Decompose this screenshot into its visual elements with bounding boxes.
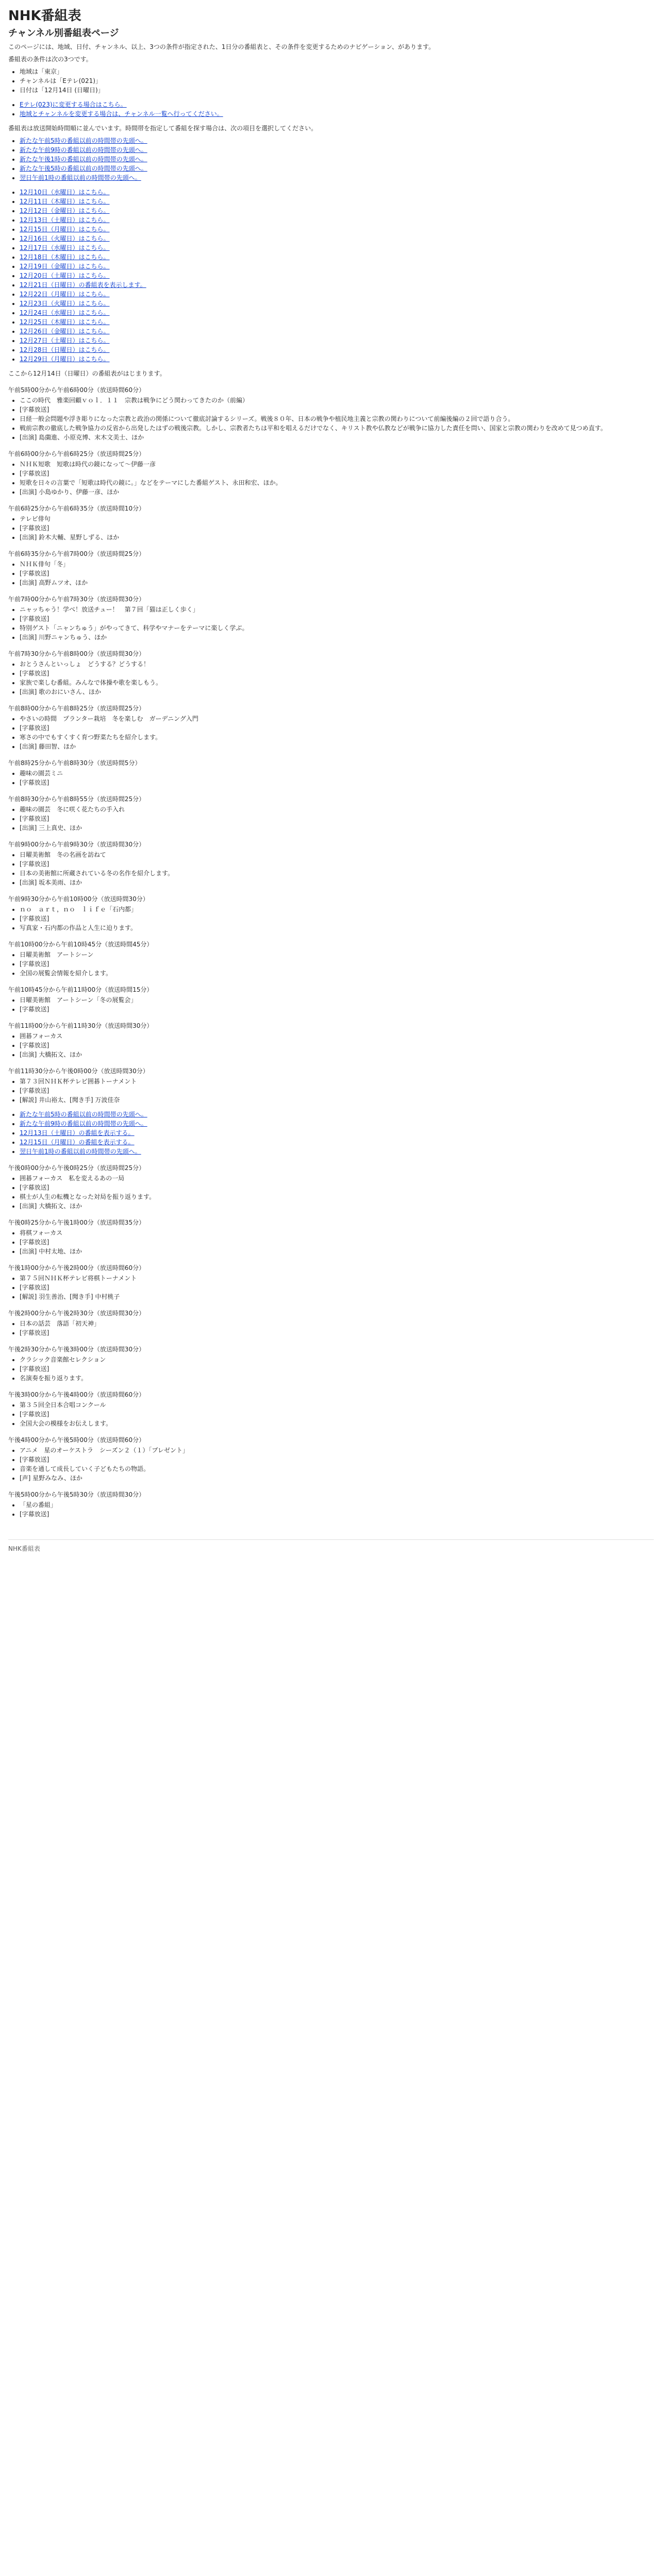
- change-channel-link[interactable]: Eテレ(023)に変更する場合はこちら。: [20, 101, 127, 108]
- program-detail: • [出演] 歌のおにいさん、ほか: [20, 687, 654, 697]
- program-block: [8, 649, 654, 697]
- page-heading: チャンネル別番組表ページ: [8, 28, 119, 39]
- date-link[interactable]: 12月21日（日曜日）の番組表を表示します。: [20, 281, 146, 289]
- program-block: [8, 1163, 654, 1211]
- program-detail: • [解説] 羽生善治、[聞き手] 中村桃子: [20, 1292, 654, 1301]
- date-link[interactable]: 12月17日（水曜日）はこちら。: [20, 244, 110, 251]
- program-block: [8, 1345, 654, 1383]
- program-title: • 趣味の園芸 冬に咲く花たちの手入れ: [20, 805, 654, 814]
- time-jump-list: [20, 136, 654, 182]
- program-block: [8, 595, 654, 642]
- program-block: [8, 1390, 654, 1428]
- program-title: • ニャッちゃう！学べ！放送チュー！ 第７回「猫は正しく歩く」: [20, 605, 654, 614]
- program-title: • 第７３回ＮＨＫ杯テレビ囲碁トーナメント: [20, 1077, 654, 1086]
- program-detail: • [字幕放送]: [20, 1086, 654, 1095]
- date-link[interactable]: 12月20日（土曜日）はこちら。: [20, 272, 110, 279]
- program-detail: • [出演] 大橋拓文、ほか: [20, 1050, 654, 1059]
- program-detail: • [出演] 島薗進、小原克博、末木文美士、ほか: [20, 433, 654, 442]
- program-time: 午前7時00分から午前7時30分（放送時間30分）: [8, 596, 145, 603]
- program-detail: • [字幕放送]: [20, 1238, 654, 1247]
- program-title: • やさいの時間 プランター栽培 冬を楽しむ ガーデニング入門: [20, 714, 654, 723]
- date-link[interactable]: 12月27日（土曜日）はこちら。: [20, 337, 110, 344]
- program-details: [20, 1077, 654, 1105]
- program-block: [8, 1021, 654, 1059]
- bottom-jump-link[interactable]: 新たな午前9時の番組以前の時間帯の先頭へ。: [20, 1120, 147, 1127]
- program-title: • 日本の話芸 落語「初天神」: [20, 1319, 654, 1328]
- program-detail: • [字幕放送]: [20, 469, 654, 478]
- program-title: • ここの時代 雅楽回顧ｖｏｌ．１１ 宗教は戦争にどう関わってきたのか（前編）: [20, 396, 654, 405]
- program-detail: • 日本の美術館に所蔵されている冬の名作を紹介します。: [20, 869, 654, 878]
- program-block: [8, 504, 654, 542]
- program-detail: • [字幕放送]: [20, 1183, 654, 1192]
- date-link[interactable]: 12月16日（火曜日）はこちら。: [20, 235, 110, 242]
- program-time: 午前9時30分から午前10時00分（放送時間30分）: [8, 895, 149, 903]
- program-details: [20, 714, 654, 751]
- program-title: • 第７５回ＮＨＫ杯テレビ将棋トーナメント: [20, 1274, 654, 1283]
- date-link[interactable]: 12月19日（金曜日）はこちら。: [20, 263, 110, 270]
- program-time: 午後5時00分から午後5時30分（放送時間30分）: [8, 1491, 145, 1498]
- program-time: 午後4時00分から午後5時00分（放送時間60分）: [8, 1436, 145, 1444]
- program-details: [20, 1355, 654, 1383]
- program-details: [20, 1446, 654, 1483]
- date-link[interactable]: 12月25日（木曜日）はこちら。: [20, 318, 110, 326]
- program-detail: • [字幕放送]: [20, 1364, 654, 1374]
- program-details: [20, 1319, 654, 1337]
- program-title: • アニメ 星のオーケストラ シーズン２（１）「プレゼント」: [20, 1446, 654, 1455]
- change-links: [20, 100, 654, 118]
- program-details: [20, 460, 654, 497]
- footer: NHK番組表: [8, 1539, 654, 1553]
- program-detail: • [声] 星野みなみ、ほか: [20, 1473, 654, 1483]
- program-detail: • [出演] 小島ゆかり、伊藤一彦、ほか: [20, 487, 654, 497]
- date-link[interactable]: 12月22日（月曜日）はこちら。: [20, 291, 110, 298]
- program-time: 午後0時25分から午後1時00分（放送時間35分）: [8, 1219, 145, 1226]
- bottom-jump-link[interactable]: 12月15日（月曜日）の番組を表示する。: [20, 1139, 135, 1146]
- program-details: [20, 1228, 654, 1256]
- program-title: • 「星の番組」: [20, 1500, 654, 1510]
- program-title: • ＮＨＫ俳句「冬」: [20, 560, 654, 569]
- date-link[interactable]: 12月15日（月曜日）はこちら。: [20, 226, 110, 233]
- bottom-jump-link[interactable]: 翌日午前1時の番組以前の時間帯の先頭へ。: [20, 1148, 141, 1155]
- program-detail: • 日経一般会問題や浮き彫りになった宗教と政治の関係について徹底討論するシリーズ。戦後８０年、日本の戦争や植民地主義と宗教の関わりについて前編後編の２回で語り合う。: [20, 414, 654, 423]
- time-jump-link[interactable]: 新たな午後5時の番組以前の時間帯の先頭へ。: [20, 165, 147, 172]
- date-link[interactable]: 12月13日（土曜日）はこちら。: [20, 216, 110, 224]
- program-detail: • [出演] 川野ニャンちゅう、ほか: [20, 633, 654, 642]
- program-time: 午前10時45分から午前11時00分（放送時間15分）: [8, 986, 153, 993]
- program-detail: • 寒さの中でもすくすく育つ野菜たちを紹介します。: [20, 733, 654, 742]
- program-time: 午後2時30分から午後3時00分（放送時間30分）: [8, 1346, 145, 1353]
- program-block: [8, 940, 654, 978]
- program-detail: • [字幕放送]: [20, 405, 654, 414]
- program-details: [20, 1031, 654, 1059]
- program-details: [20, 514, 654, 542]
- program-title: • 将棋フォーカス: [20, 1228, 654, 1238]
- program-details: [20, 905, 654, 933]
- program-detail: • 家族で楽しむ番組。みんなで体操や歌を楽しもう。: [20, 678, 654, 687]
- schedule-intro: ここから12月14日（日曜日）の番組表がはじまります。: [8, 370, 166, 377]
- program-detail: • [字幕放送]: [20, 959, 654, 969]
- program-details: [20, 659, 654, 697]
- time-jump-link[interactable]: 新たな午前5時の番組以前の時間帯の先頭へ。: [20, 137, 147, 144]
- program-detail: • [出演] 三上真史、ほか: [20, 823, 654, 833]
- program-block: [8, 1263, 654, 1301]
- condition-item: • チャンネルは「Eテレ(021)」: [20, 76, 654, 86]
- program-time: 午前10時00分から午前10時45分（放送時間45分）: [8, 941, 153, 948]
- program-time: 午後2時00分から午後2時30分（放送時間30分）: [8, 1310, 145, 1317]
- program-time: 午前6時25分から午前6時35分（放送時間10分）: [8, 505, 145, 512]
- program-title: • ＮＨＫ短歌 短歌は時代の鏡になって〜伊藤一彦: [20, 460, 654, 469]
- date-link[interactable]: 12月11日（木曜日）はこちら。: [20, 198, 110, 205]
- program-detail: • [出演] 藤田智、ほか: [20, 742, 654, 751]
- program-block: [8, 794, 654, 833]
- program-detail: • [出演] 高野ムツオ、ほか: [20, 578, 654, 587]
- program-detail: • [字幕放送]: [20, 669, 654, 678]
- program-block: [8, 840, 654, 887]
- date-link[interactable]: 12月29日（月曜日）はこちら。: [20, 355, 110, 363]
- program-details: [20, 769, 654, 787]
- program-title: • テレビ俳句: [20, 514, 654, 523]
- program-title: • 日曜美術館 冬の名画を訪ねて: [20, 850, 654, 859]
- program-detail: • [字幕放送]: [20, 614, 654, 623]
- program-title: • 囲碁フォーカス 私を変えるあの一局: [20, 1174, 654, 1183]
- program-detail: • [字幕放送]: [20, 1455, 654, 1464]
- program-details: [20, 1174, 654, 1211]
- site-title: NHK番組表: [8, 8, 81, 24]
- program-detail: • 全国大会の模様をお伝えします。: [20, 1419, 654, 1428]
- program-detail: • [字幕放送]: [20, 523, 654, 533]
- bottom-jump-list: [20, 1110, 654, 1156]
- program-title: • 日曜美術館 アートシーン「冬の展覧会」: [20, 995, 654, 1005]
- date-link[interactable]: 12月10日（水曜日）はこちら。: [20, 189, 110, 196]
- program-detail: • [字幕放送]: [20, 914, 654, 923]
- program-detail: • [字幕放送]: [20, 1005, 654, 1014]
- program-title: • 趣味の園芸ミニ: [20, 769, 654, 778]
- program-block: [8, 758, 654, 787]
- program-title: • ｎｏ ａｒｔ，ｎｏ ｌｉｆｅ「石内都」: [20, 905, 654, 914]
- time-jump-link[interactable]: 新たな午後1時の番組以前の時間帯の先頭へ。: [20, 156, 147, 163]
- program-time: 午後1時00分から午後2時00分（放送時間60分）: [8, 1264, 145, 1272]
- program-detail: • [字幕放送]: [20, 859, 654, 869]
- condition-item: • 地域は「東京」: [20, 67, 654, 76]
- program-detail: • [出演] 鈴木大輔、星野しずる、ほか: [20, 533, 654, 542]
- program-time: 午前8時30分から午前8時55分（放送時間25分）: [8, 795, 145, 803]
- program-block: [8, 1490, 654, 1519]
- condition-item: • 日付は「12月14日 (日曜日)」: [20, 86, 654, 95]
- time-jump-link[interactable]: 翌日午前1時の番組以前の時間帯の先頭へ。: [20, 174, 141, 181]
- date-link[interactable]: 12月28日（日曜日）はこちら。: [20, 346, 110, 353]
- program-title: • クラシック音楽館セレクション: [20, 1355, 654, 1364]
- program-detail: • 写真家・石内都の作品と人生に迫ります。: [20, 923, 654, 933]
- program-detail: • [字幕放送]: [20, 723, 654, 733]
- date-link[interactable]: 12月24日（水曜日）はこちら。: [20, 309, 110, 316]
- program-detail: • [字幕放送]: [20, 1410, 654, 1419]
- program-block: [8, 549, 654, 587]
- program-time: 午後3時00分から午後4時00分（放送時間60分）: [8, 1391, 145, 1398]
- program-detail: • 特別ゲスト「ニャンちゅう」がやってきて、科学やマナーをテーマに楽しく学ぶ。: [20, 623, 654, 633]
- date-link[interactable]: 12月18日（木曜日）はこちら。: [20, 253, 110, 261]
- date-list: [20, 188, 654, 364]
- program-title: • 囲碁フォーカス: [20, 1031, 654, 1041]
- program-details: [20, 1274, 654, 1301]
- program-block: [8, 449, 654, 497]
- program-detail: • 全国の展覧会情報を紹介します。: [20, 969, 654, 978]
- program-details: [20, 850, 654, 887]
- program-time: 午前11時00分から午前11時30分（放送時間30分）: [8, 1022, 153, 1029]
- program-detail: • 音楽を通して成長していく子どもたちの物語。: [20, 1464, 654, 1473]
- program-time: 午前9時00分から午前9時30分（放送時間30分）: [8, 841, 145, 848]
- time-jump-link[interactable]: 新たな午前9時の番組以前の時間帯の先頭へ。: [20, 146, 147, 154]
- date-link[interactable]: 12月26日（金曜日）はこちら。: [20, 328, 110, 335]
- program-details: [20, 560, 654, 587]
- program-block: [8, 1435, 654, 1483]
- program-detail: • [出演] 中村太地、ほか: [20, 1247, 654, 1256]
- program-detail: • [字幕放送]: [20, 569, 654, 578]
- program-list: [8, 385, 654, 1105]
- program-detail: • [字幕放送]: [20, 778, 654, 787]
- program-detail: • [字幕放送]: [20, 1283, 654, 1292]
- program-details: [20, 1400, 654, 1428]
- change-region-channel-link[interactable]: 地域とチャンネルを変更する場合は、チャンネル一覧へ行ってください。: [20, 110, 223, 117]
- program-details: [20, 995, 654, 1014]
- program-detail: • [字幕放送]: [20, 1041, 654, 1050]
- jump-intro: 番組表は放送開始時間順に並んでいます。時間帯を指定して番組を探す場合は、次の項目を選択してください。: [8, 125, 318, 132]
- program-title: • 日曜美術館 アートシーン: [20, 950, 654, 959]
- program-title: • 第３５回全日本合唱コンクール: [20, 1400, 654, 1410]
- program-details: [20, 1500, 654, 1519]
- program-block: [8, 1309, 654, 1337]
- program-detail: • [字幕放送]: [20, 1510, 654, 1519]
- program-block: [8, 985, 654, 1014]
- program-time: 午前5時00分から午前6時00分（放送時間60分）: [8, 386, 145, 394]
- program-time: 午前8時25分から午前8時30分（放送時間5分）: [8, 759, 141, 767]
- program-detail: • 戦前宗教の徹底した戦争協力の反省から出発したはずの戦後宗教。しかし、宗教者たちは平和を唱えるだけでなく、キリスト教や仏教などが戦争に協力した責任を問い、国家と宗教の関わりを改めて見つめ直す。: [20, 423, 654, 433]
- bottom-jump-link[interactable]: 12月13日（土曜日）の番組を表示する。: [20, 1129, 135, 1137]
- program-details: [20, 805, 654, 833]
- program-block: [8, 704, 654, 751]
- program-time: 午前6時35分から午前7時00分（放送時間25分）: [8, 550, 145, 557]
- program-block: [8, 1218, 654, 1256]
- program-block: [8, 894, 654, 933]
- date-link[interactable]: 12月12日（金曜日）はこちら。: [20, 207, 110, 214]
- page-description: このページには、地域、日付、チャンネル、以上、3つの条件が指定された、1日分の番組表と、その条件を変更するためのナビゲーション、があります。: [8, 43, 435, 50]
- program-time: 午前6時00分から午前6時25分（放送時間25分）: [8, 450, 145, 457]
- program-time: 午前7時30分から午前8時00分（放送時間30分）: [8, 650, 145, 657]
- program-detail: • [出演] 坂本美雨、ほか: [20, 878, 654, 887]
- date-link[interactable]: 12月23日（火曜日）はこちら。: [20, 300, 110, 307]
- program-time: 午前11時30分から午後0時00分（放送時間30分）: [8, 1067, 149, 1075]
- bottom-jump-link[interactable]: 新たな午前5時の番組以前の時間帯の先頭へ。: [20, 1111, 147, 1118]
- conditions-list: [20, 67, 654, 95]
- program-details: [20, 950, 654, 978]
- conditions-heading: 番組表の条件は次の3つです。: [8, 56, 92, 63]
- program-details: [20, 605, 654, 642]
- program-block: [8, 385, 654, 442]
- program-title: • おとうさんといっしょ どうする？どうする！: [20, 659, 654, 669]
- program-time: 午後0時00分から午後0時25分（放送時間25分）: [8, 1164, 145, 1172]
- program-detail: • [解説] 井山裕太、[聞き手] 万波佳奈: [20, 1095, 654, 1105]
- program-detail: • 短歌を日々の言葉で「短歌は時代の鏡に。」などをテーマにした番組ゲスト、永田和宏、ほか。: [20, 478, 654, 487]
- program-block: [8, 1066, 654, 1105]
- program-time: 午前8時00分から午前8時25分（放送時間25分）: [8, 705, 145, 712]
- program-detail: • [字幕放送]: [20, 814, 654, 823]
- program-detail: • [出演] 大橋拓文、ほか: [20, 1201, 654, 1211]
- program-detail: • [字幕放送]: [20, 1328, 654, 1337]
- program-list-afternoon: [8, 1163, 654, 1519]
- program-detail: • 棋士が人生の転機となった対局を振り返ります。: [20, 1192, 654, 1201]
- program-details: [20, 396, 654, 442]
- program-detail: • 名演奏を振り返ります。: [20, 1374, 654, 1383]
